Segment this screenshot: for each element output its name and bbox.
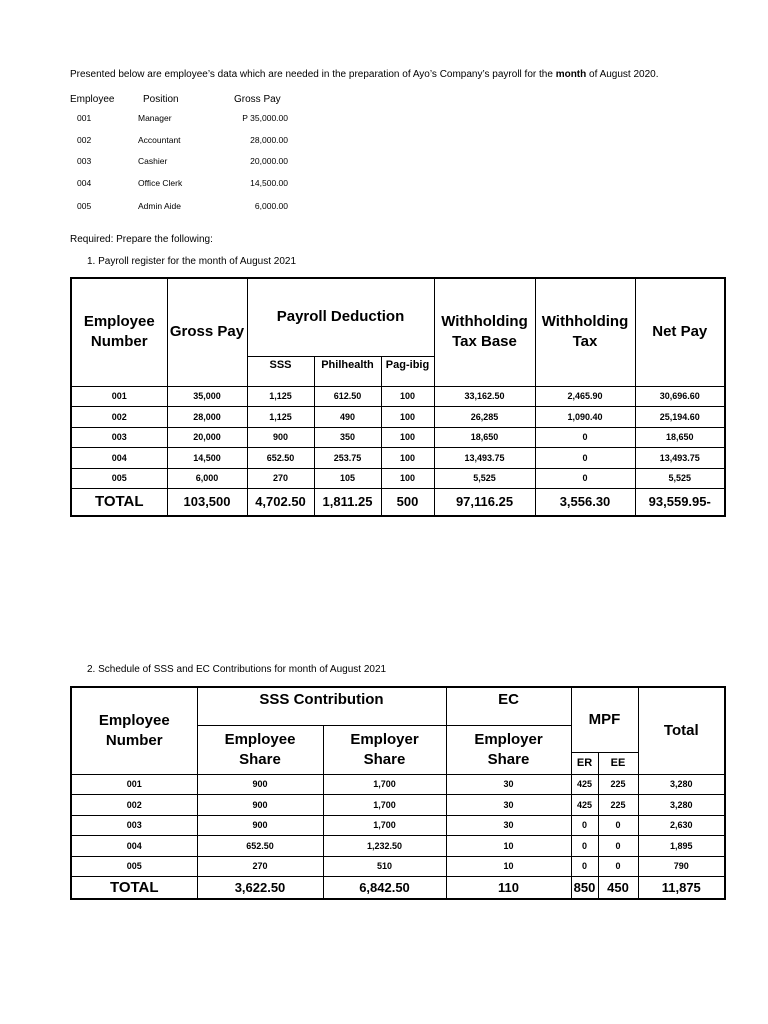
cell-pagibig: 100 (381, 448, 434, 469)
total-philhealth: 1,811.25 (314, 489, 381, 516)
cell-net-pay: 30,696.60 (635, 386, 725, 407)
total-row (71, 877, 725, 899)
header-sss-contribution: SSS Contribution (197, 687, 446, 725)
cell-gross-pay: 35,000 (167, 386, 247, 407)
cell-net-pay: 13,493.75 (635, 448, 725, 469)
table-row (71, 427, 725, 448)
cell-employee-share: 900 (197, 774, 323, 795)
cell-net-pay: 5,525 (635, 468, 725, 489)
cell-pagibig: 100 (381, 407, 434, 428)
employee-list-position: Admin Aide (138, 201, 181, 211)
total-total: 11,875 (638, 877, 725, 899)
total-gross-pay: 103,500 (167, 489, 247, 516)
cell-employee-number: 003 (71, 815, 197, 836)
total-ee: 450 (598, 877, 638, 899)
employee-list-header: Gross Pay (234, 94, 281, 105)
employee-list-id: 005 (77, 201, 92, 211)
table-row (71, 448, 725, 469)
cell-philhealth: 350 (314, 427, 381, 448)
cell-total: 1,895 (638, 836, 725, 857)
cell-employer-share: 1,700 (323, 774, 446, 795)
cell-tax-base: 5,525 (434, 468, 535, 489)
cell-tax: 0 (535, 468, 635, 489)
payroll-register-table (70, 277, 726, 517)
cell-er: 425 (571, 795, 598, 816)
header-withholding-tax-base: Withholding Tax Base (434, 278, 535, 386)
cell-ec-employer-share: 10 (446, 856, 571, 877)
total-tax-base: 97,116.25 (434, 489, 535, 516)
cell-ee: 0 (598, 836, 638, 857)
header-employer-share: Employer Share (323, 725, 446, 774)
header-employee-share: Employee Share (197, 725, 323, 774)
cell-total: 3,280 (638, 795, 725, 816)
cell-employee-share: 900 (197, 815, 323, 836)
total-net-pay: 93,559.95- (635, 489, 725, 516)
cell-tax-base: 18,650 (434, 427, 535, 448)
total-er: 850 (571, 877, 598, 899)
cell-employer-share: 1,232.50 (323, 836, 446, 857)
employee-list-gross: P 35,000.00 (242, 113, 288, 123)
intro-text: Presented below are employee’s data which are needed in the preparation of Ayo’s Company’s payroll for the month of August 2020. (70, 69, 659, 80)
header-pagibig: Pag-ibig (381, 356, 434, 386)
cell-ec-employer-share: 30 (446, 815, 571, 836)
cell-sss: 1,125 (247, 407, 314, 428)
header-total: Total (638, 687, 725, 774)
cell-gross-pay: 20,000 (167, 427, 247, 448)
cell-ec-employer-share: 10 (446, 836, 571, 857)
table-row (71, 774, 725, 795)
employee-list-header: Employee (70, 94, 115, 105)
total-employee-number: TOTAL (71, 877, 197, 899)
cell-gross-pay: 6,000 (167, 468, 247, 489)
cell-ee: 0 (598, 856, 638, 877)
table-row (71, 407, 725, 428)
employee-list-position: Cashier (138, 156, 168, 166)
header-gross-pay: Gross Pay (167, 278, 247, 386)
header-withholding-tax: Withholding Tax (535, 278, 635, 386)
total-ec-employer-share: 110 (446, 877, 571, 899)
cell-employee-number: 005 (71, 468, 167, 489)
cell-tax: 0 (535, 448, 635, 469)
cell-employer-share: 1,700 (323, 815, 446, 836)
cell-sss: 900 (247, 427, 314, 448)
employee-list-header: Position (143, 94, 179, 105)
cell-employee-number: 005 (71, 856, 197, 877)
employee-list-position: Office Clerk (138, 178, 183, 188)
employee-list-gross: 28,000.00 (250, 135, 288, 145)
header-er: ER (571, 752, 598, 774)
cell-pagibig: 100 (381, 427, 434, 448)
employee-list-id: 003 (77, 156, 92, 166)
total-tax: 3,556.30 (535, 489, 635, 516)
cell-tax-base: 26,285 (434, 407, 535, 428)
cell-employee-number: 004 (71, 836, 197, 857)
cell-ee: 225 (598, 774, 638, 795)
required-text: Required: Prepare the following: (70, 234, 213, 245)
cell-philhealth: 490 (314, 407, 381, 428)
cell-sss: 652.50 (247, 448, 314, 469)
cell-tax: 2,465.90 (535, 386, 635, 407)
table-row (71, 815, 725, 836)
cell-employee-number: 004 (71, 448, 167, 469)
cell-employee-number: 002 (71, 795, 197, 816)
cell-employee-share: 900 (197, 795, 323, 816)
cell-tax: 0 (535, 427, 635, 448)
total-employer-share: 6,842.50 (323, 877, 446, 899)
cell-philhealth: 105 (314, 468, 381, 489)
cell-er: 0 (571, 836, 598, 857)
header-employee-number: Employee Number (71, 278, 167, 386)
cell-sss: 1,125 (247, 386, 314, 407)
cell-pagibig: 100 (381, 468, 434, 489)
cell-employer-share: 510 (323, 856, 446, 877)
employee-list-position: Manager (138, 113, 172, 123)
cell-employee-number: 001 (71, 774, 197, 795)
cell-total: 2,630 (638, 815, 725, 836)
employee-list-id: 002 (77, 135, 92, 145)
cell-ec-employer-share: 30 (446, 795, 571, 816)
cell-tax-base: 13,493.75 (434, 448, 535, 469)
cell-ec-employer-share: 30 (446, 774, 571, 795)
cell-gross-pay: 28,000 (167, 407, 247, 428)
cell-pagibig: 100 (381, 386, 434, 407)
employee-list-gross: 6,000.00 (254, 201, 288, 211)
header-mpf: MPF (571, 687, 638, 752)
cell-total: 3,280 (638, 774, 725, 795)
item-2-title: 2. Schedule of SSS and EC Contributions for month of August 2021 (87, 664, 387, 675)
total-pagibig: 500 (381, 489, 434, 516)
cell-ee: 225 (598, 795, 638, 816)
cell-employee-number: 003 (71, 427, 167, 448)
header-sss: SSS (247, 356, 314, 386)
item-1-title: 1. Payroll register for the month of August 2021 (87, 256, 297, 267)
cell-er: 0 (571, 815, 598, 836)
header-employee-number: Employee Number (71, 687, 197, 774)
cell-ee: 0 (598, 815, 638, 836)
table-row (71, 856, 725, 877)
header-net-pay: Net Pay (635, 278, 725, 386)
total-employee-share: 3,622.50 (197, 877, 323, 899)
total-row (71, 489, 725, 516)
cell-employer-share: 1,700 (323, 795, 446, 816)
employee-list-position: Accountant (138, 135, 181, 145)
header-ec: EC (446, 687, 571, 725)
cell-total: 790 (638, 856, 725, 877)
employee-list-id: 004 (77, 178, 92, 188)
header-ec-employer-share: Employer Share (446, 725, 571, 774)
table-row (71, 386, 725, 407)
cell-employee-number: 002 (71, 407, 167, 428)
employee-list-gross: 20,000.00 (250, 156, 288, 166)
cell-tax: 1,090.40 (535, 407, 635, 428)
sss-schedule-table (70, 686, 726, 900)
cell-net-pay: 25,194.60 (635, 407, 725, 428)
cell-er: 0 (571, 856, 598, 877)
table-row (71, 795, 725, 816)
cell-employee-number: 001 (71, 386, 167, 407)
cell-employee-share: 270 (197, 856, 323, 877)
cell-gross-pay: 14,500 (167, 448, 247, 469)
employee-list-id: 001 (77, 113, 92, 123)
cell-net-pay: 18,650 (635, 427, 725, 448)
cell-tax-base: 33,162.50 (434, 386, 535, 407)
employee-list-gross: 14,500.00 (250, 178, 288, 188)
header-payroll-deduction: Payroll Deduction (247, 278, 434, 356)
cell-er: 425 (571, 774, 598, 795)
total-sss: 4,702.50 (247, 489, 314, 516)
total-employee-number: TOTAL (71, 489, 167, 516)
table-row (71, 468, 725, 489)
cell-employee-share: 652.50 (197, 836, 323, 857)
cell-philhealth: 612.50 (314, 386, 381, 407)
table-row (71, 836, 725, 857)
cell-philhealth: 253.75 (314, 448, 381, 469)
header-philhealth: Philhealth (314, 356, 381, 386)
header-ee: EE (598, 752, 638, 774)
cell-sss: 270 (247, 468, 314, 489)
